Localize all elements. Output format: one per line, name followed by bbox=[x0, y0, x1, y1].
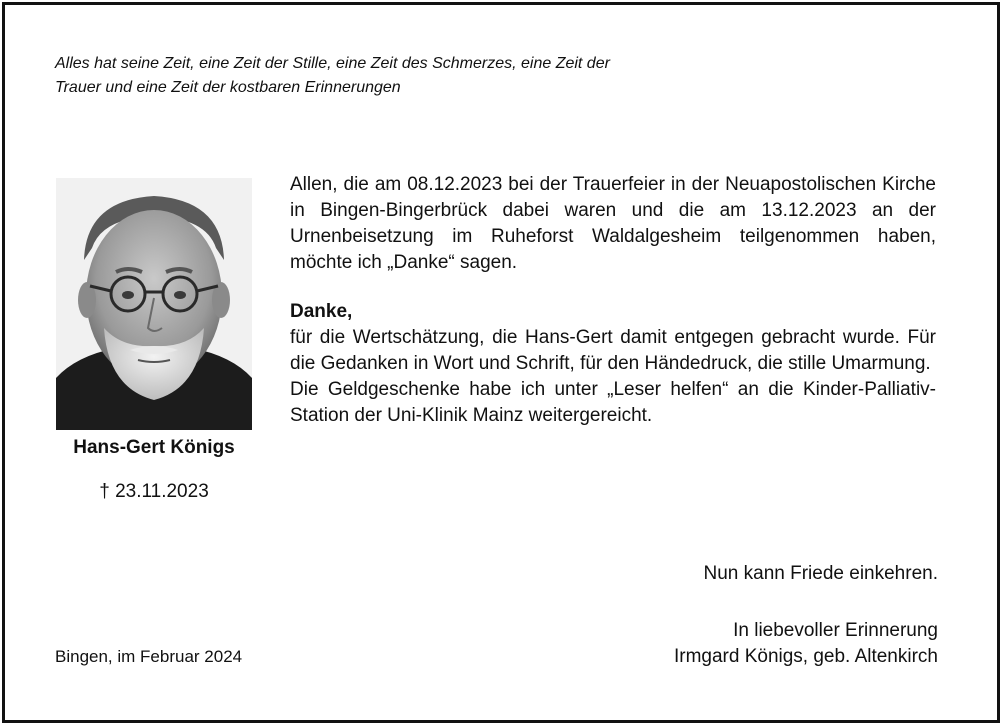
motto-quote bbox=[55, 52, 775, 100]
deceased-name: Hans-Gert Königs bbox=[73, 437, 235, 458]
thanks-text bbox=[290, 172, 936, 429]
thanks-paragraph-3: Die Geldgeschenke habe ich unter „Leser helfen“ an die Kinder-Palliativ-Station der Uni-Klinik Mainz weitergereicht. bbox=[290, 379, 936, 426]
thanks-paragraph-2: für die Wertschätzung, die Hans-Gert damit entgegen gebracht wurde. Für die Gedanken in Wort und Schrift, für den Händedruck, die stille Umarmung. bbox=[290, 327, 936, 374]
motto-line-2: Trauer und eine Zeit der kostbaren Erinnerungen bbox=[55, 79, 401, 96]
signature-block bbox=[674, 618, 938, 670]
place-date: Bingen, im Februar 2024 bbox=[55, 647, 243, 666]
motto-line-1: Alles hat seine Zeit, eine Zeit der Stille, eine Zeit des Schmerzes, eine Zeit der bbox=[55, 55, 610, 72]
signature-line-1: In liebevoller Erinnerung bbox=[733, 620, 938, 641]
signature-line-2: Irmgard Königs, geb. Altenkirch bbox=[673, 646, 938, 667]
thanks-paragraph-1: Allen, die am 08.12.2023 bei der Trauerfeier in der Neuapostolischen Kirche in Bingen-Bingerbrück dabei waren und die am 13.12.2023 an der Urnenbeisetzung im Ruheforst Waldalgesheim teilgenommen haben, möchte ich „Danke“ sagen. bbox=[290, 174, 936, 273]
portrait-photo bbox=[56, 178, 252, 430]
thanks-heading: Danke, bbox=[290, 301, 353, 322]
closing-line: Nun kann Friede einkehren. bbox=[703, 563, 938, 584]
death-date: † 23.11.2023 bbox=[99, 481, 209, 502]
